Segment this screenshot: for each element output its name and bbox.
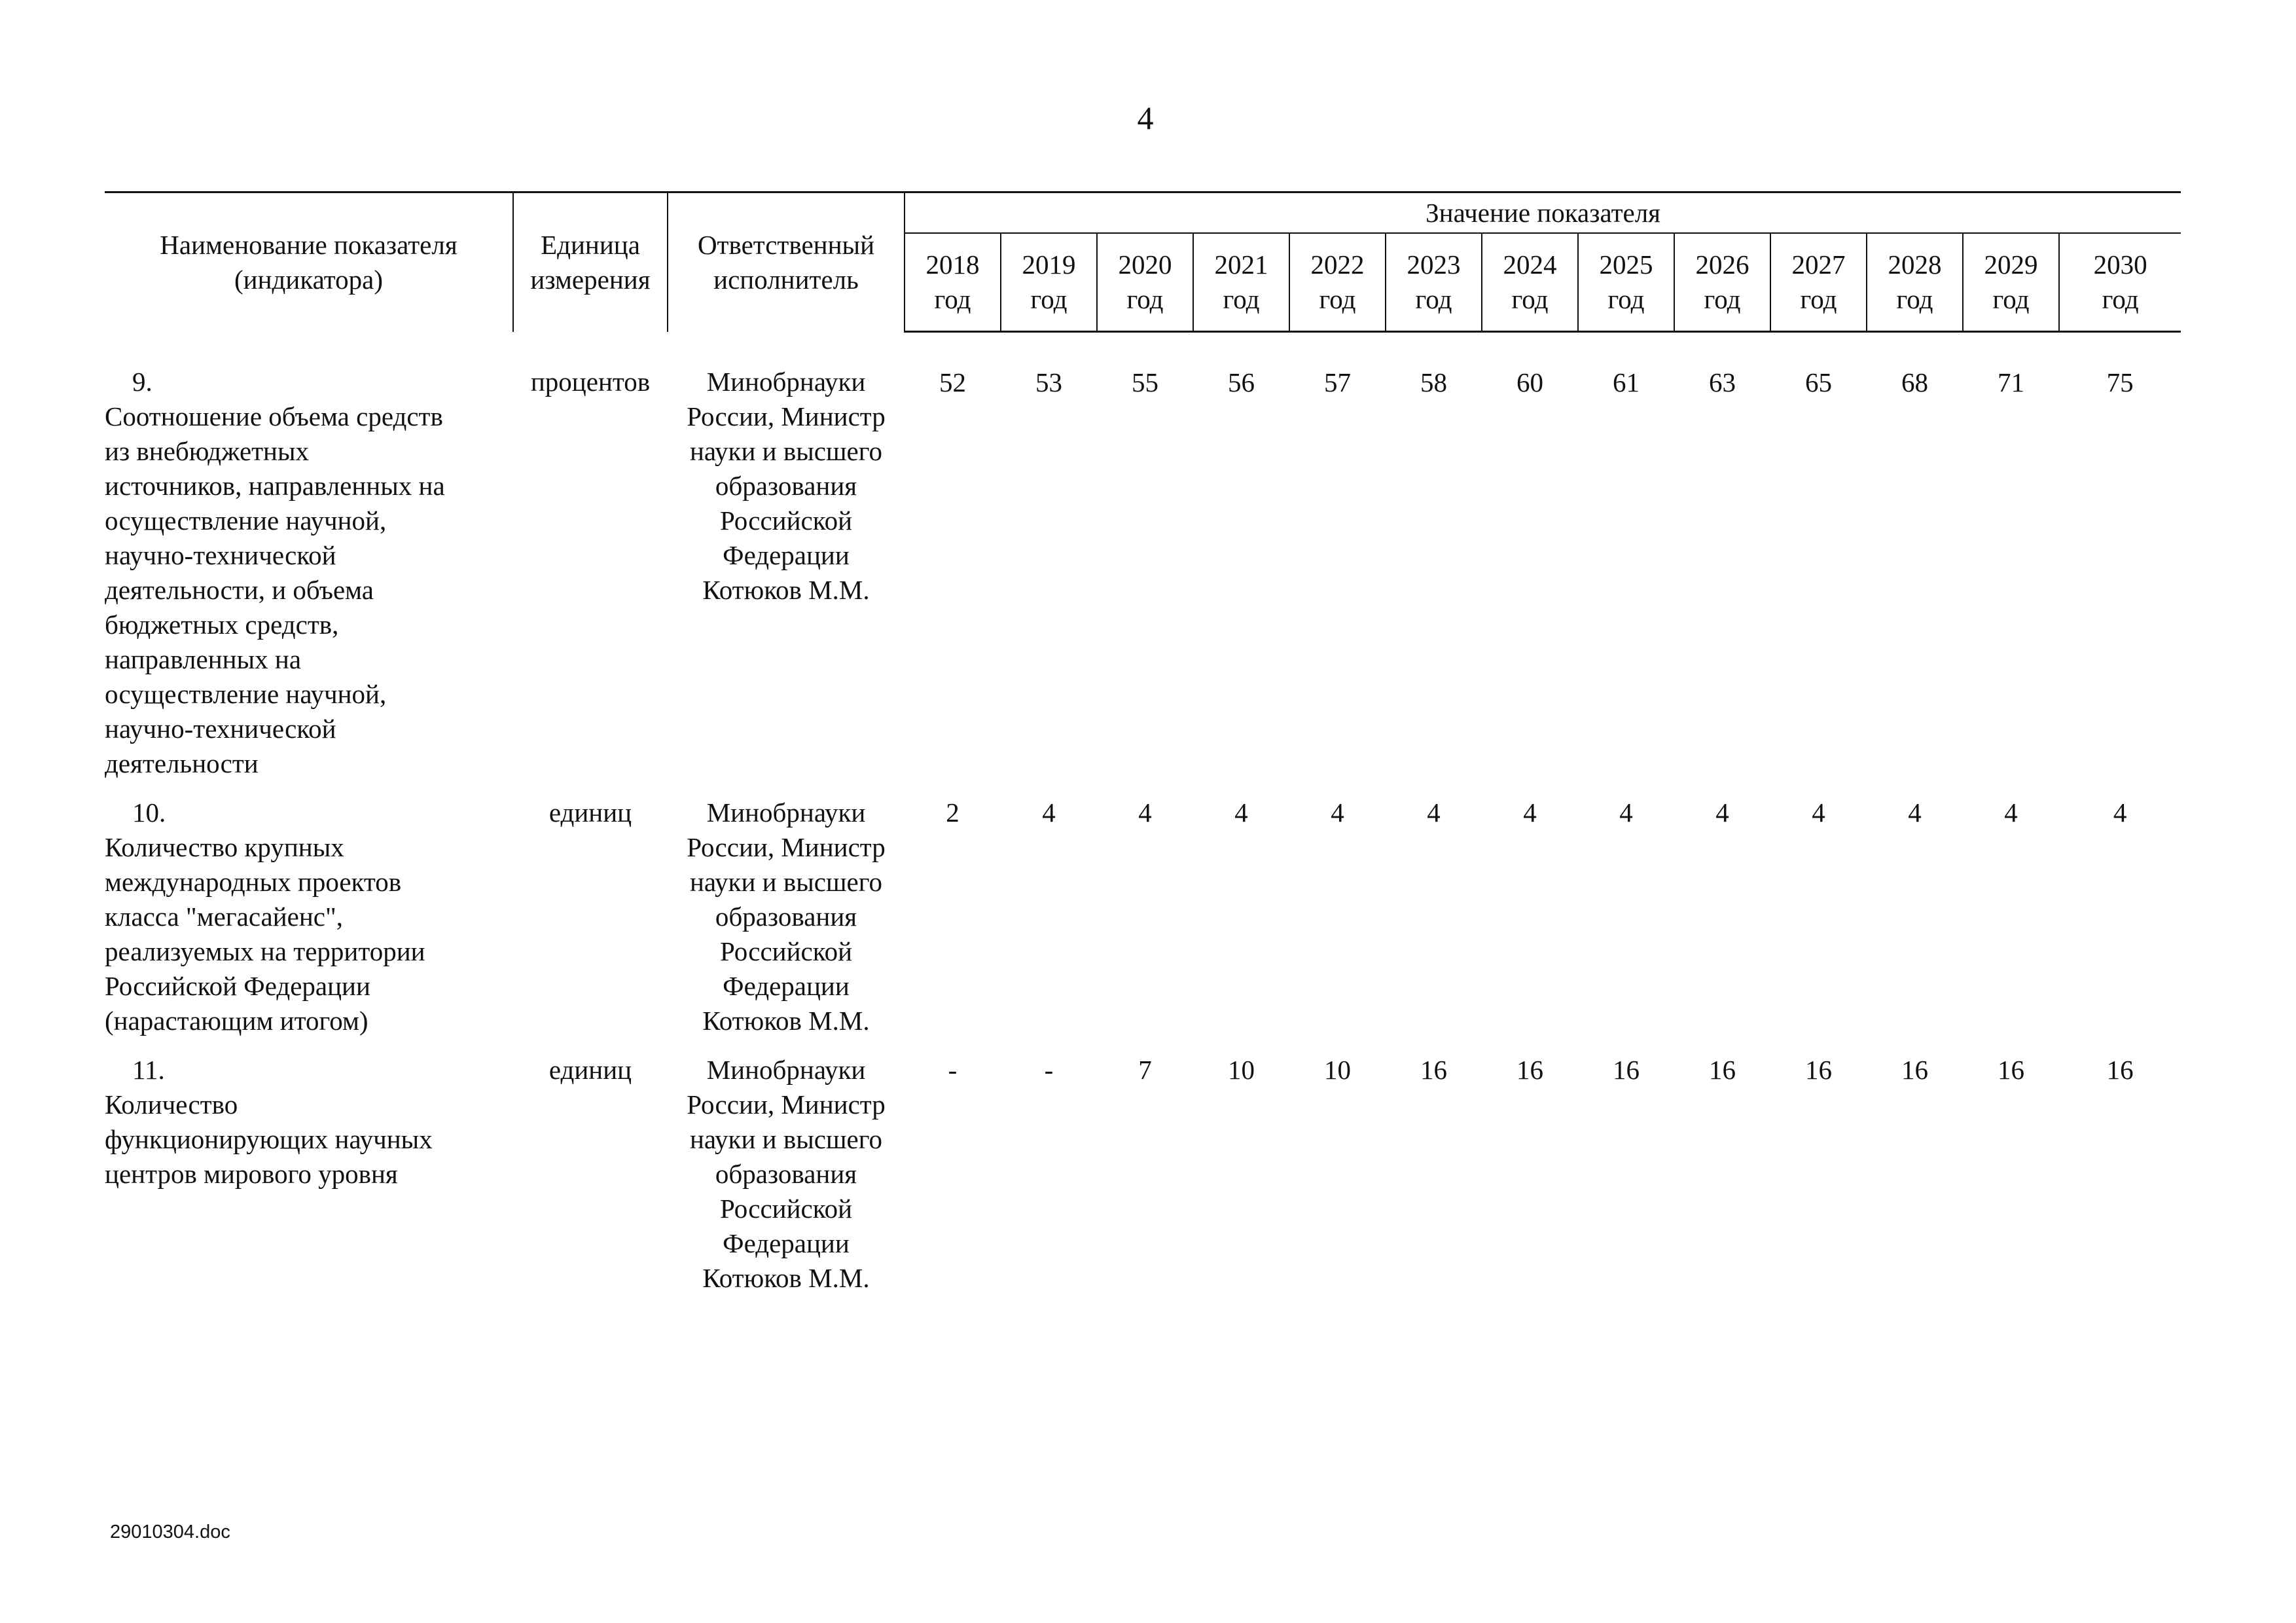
- unit-cell: единиц: [548, 1054, 632, 1085]
- value-cell-2030: 16: [2106, 1054, 2134, 1085]
- header-year-number: 2028: [1888, 249, 1942, 280]
- indicator-name: Соотношение объема средств из внебюджетных источников, направленных на осуществление научной, научно-технической деятельности, и объема бюджетных средств, направленных на осуществление научной, научно-технической деятельности: [105, 401, 445, 778]
- footer-filename: 29010304.doc: [110, 1522, 230, 1542]
- indicator-name-cell: [105, 332, 513, 795]
- value-cell-2023: 58: [1420, 367, 1447, 397]
- header-year-number: 2023: [1407, 249, 1461, 280]
- value-cell-2030: 75: [2106, 367, 2134, 397]
- header-year-number: 2021: [1214, 249, 1268, 280]
- value-cell-2018: -: [948, 1054, 958, 1085]
- responsible-cell: [668, 1053, 905, 1310]
- value-cell-2022: 4: [1331, 797, 1344, 828]
- row-number: 10.: [132, 797, 166, 828]
- header-year-2024: [1482, 233, 1578, 332]
- indicator-name: Количество крупных международных проектов класса "мегасайенс", реализуемых на территории Российской Федерации (нарастающим итогом): [105, 831, 425, 1036]
- responsible-text: Минобрнауки России, Министр науки и высшего образования Российской Федерации Котюков М.М.: [687, 1054, 886, 1293]
- indicator-name-cell: [105, 1053, 513, 1310]
- responsible-cell: [668, 332, 905, 795]
- value-cell-2027: 16: [1805, 1054, 1832, 1085]
- header-year-number: 2019: [1022, 249, 1076, 280]
- header-year-2028: [1867, 233, 1963, 332]
- header-year-2018: [905, 233, 1001, 332]
- value-cell-2028: 16: [1901, 1054, 1928, 1085]
- page-number: 4: [1137, 100, 1154, 136]
- responsible-cell: [668, 795, 905, 1053]
- value-cell-2027: 65: [1805, 367, 1832, 397]
- value-cell-2024: 16: [1516, 1054, 1543, 1085]
- value-cell-2026: 4: [1715, 797, 1729, 828]
- header-year-2030: [2059, 233, 2181, 332]
- header-year-2029: [1963, 233, 2059, 332]
- value-cell-2018: 52: [939, 367, 966, 397]
- value-cell-2021: 4: [1234, 797, 1248, 828]
- value-cell-2028: 68: [1901, 367, 1928, 397]
- value-cell-2019: 4: [1042, 797, 1056, 828]
- header-year-2023: [1386, 233, 1482, 332]
- value-cell-2029: 16: [1998, 1054, 2024, 1085]
- header-unit: Единица измерения: [513, 192, 668, 332]
- value-cell-2030: 4: [2113, 797, 2127, 828]
- header-year-suffix: год: [1319, 284, 1356, 314]
- header-responsible: Ответственный исполнитель: [668, 192, 905, 332]
- indicators-table: [105, 191, 2181, 1310]
- header-year-number: 2018: [925, 249, 980, 280]
- value-cell-2027: 4: [1812, 797, 1825, 828]
- value-cell-2024: 60: [1516, 367, 1543, 397]
- header-year-suffix: год: [1607, 284, 1645, 314]
- value-cell-2029: 4: [2004, 797, 2018, 828]
- value-cell-2029: 71: [1998, 367, 2024, 397]
- value-cell-2026: 63: [1709, 367, 1736, 397]
- header-year-2019: [1001, 233, 1097, 332]
- header-year-suffix: год: [1992, 284, 2030, 314]
- header-year-suffix: год: [1223, 284, 1260, 314]
- value-cell-2019: -: [1044, 1054, 1054, 1085]
- header-year-suffix: год: [1126, 284, 1164, 314]
- header-year-number: 2020: [1118, 249, 1172, 280]
- value-cell-2026: 16: [1709, 1054, 1736, 1085]
- header-year-suffix: год: [1800, 284, 1837, 314]
- value-cell-2021: 10: [1228, 1054, 1255, 1085]
- header-year-suffix: год: [1511, 284, 1549, 314]
- indicator-name: Количество функционирующих научных центров мирового уровня: [105, 1089, 433, 1189]
- header-year-suffix: год: [1030, 284, 1067, 314]
- value-cell-2023: 4: [1427, 797, 1441, 828]
- value-cell-2025: 61: [1613, 367, 1640, 397]
- header-year-number: 2026: [1695, 249, 1749, 280]
- header-year-number: 2024: [1503, 249, 1557, 280]
- header-year-2025: [1578, 233, 1674, 332]
- header-values-group: Значение показателя: [905, 192, 2181, 234]
- value-cell-2020: 55: [1132, 367, 1158, 397]
- value-cell-2018: 2: [946, 797, 960, 828]
- unit-cell: процентов: [530, 366, 651, 397]
- row-number: 9.: [132, 366, 152, 397]
- value-cell-2024: 4: [1523, 797, 1537, 828]
- header-year-2026: [1674, 233, 1770, 332]
- value-cell-2028: 4: [1908, 797, 1922, 828]
- header-year-suffix: год: [2102, 284, 2139, 314]
- header-year-suffix: год: [934, 284, 971, 314]
- value-cell-2020: 7: [1138, 1054, 1152, 1085]
- header-year-2020: [1097, 233, 1193, 332]
- header-indicator-name: Наименование показателя (индикатора): [105, 192, 513, 332]
- header-row-top: [105, 192, 2181, 234]
- header-year-number: 2022: [1310, 249, 1365, 280]
- header-year-suffix: год: [1704, 284, 1741, 314]
- table-row: [105, 795, 2181, 1053]
- value-cell-2025: 16: [1613, 1054, 1640, 1085]
- header-year-suffix: год: [1415, 284, 1452, 314]
- value-cell-2025: 4: [1619, 797, 1633, 828]
- value-cell-2020: 4: [1138, 797, 1152, 828]
- table-row: [105, 332, 2181, 795]
- value-cell-2022: 57: [1324, 367, 1351, 397]
- header-year-2027: [1770, 233, 1867, 332]
- header-year-suffix: год: [1896, 284, 1933, 314]
- header-year-number: 2025: [1599, 249, 1653, 280]
- unit-cell: единиц: [548, 797, 632, 828]
- value-cell-2022: 10: [1324, 1054, 1351, 1085]
- indicator-name-cell: [105, 795, 513, 1053]
- responsible-text: Минобрнауки России, Министр науки и высшего образования Российской Федерации Котюков М.М.: [687, 366, 886, 605]
- header-year-number: 2027: [1791, 249, 1846, 280]
- table-row: [105, 1053, 2181, 1310]
- value-cell-2021: 56: [1228, 367, 1255, 397]
- header-year-2022: [1289, 233, 1386, 332]
- value-cell-2023: 16: [1420, 1054, 1447, 1085]
- responsible-text: Минобрнауки России, Министр науки и высшего образования Российской Федерации Котюков М.М.: [687, 797, 886, 1036]
- header-year-number: 2029: [1984, 249, 2038, 280]
- header-year-number: 2030: [2093, 249, 2147, 280]
- row-number: 11.: [132, 1054, 165, 1085]
- header-year-2021: [1193, 233, 1289, 332]
- value-cell-2019: 53: [1035, 367, 1062, 397]
